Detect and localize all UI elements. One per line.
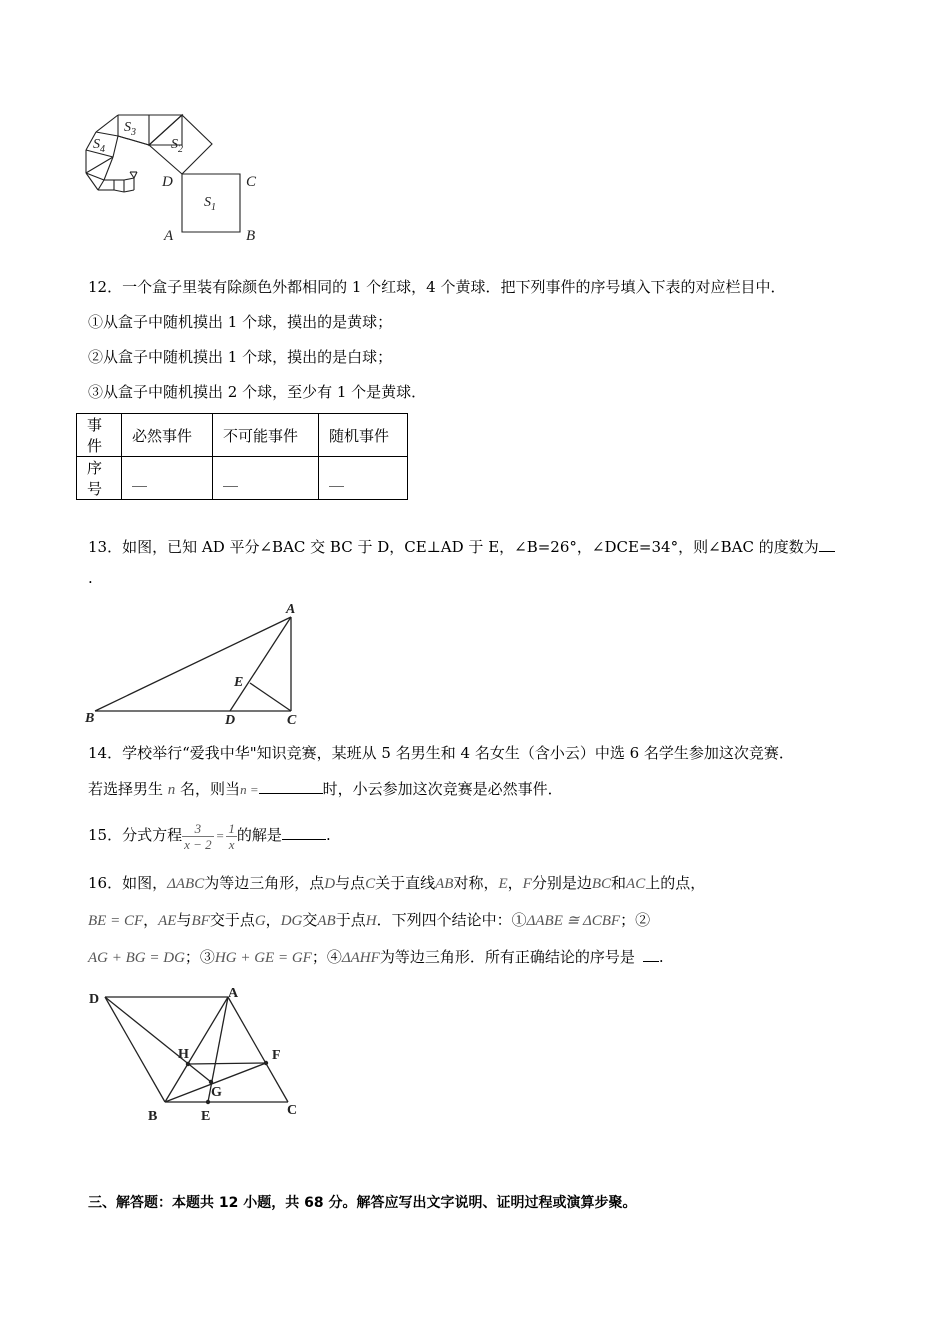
- answer-blank[interactable]: [643, 947, 659, 962]
- answer-blank[interactable]: __: [122, 457, 213, 500]
- table-row-label: 序号: [77, 457, 122, 500]
- point-b-label: B: [246, 228, 256, 244]
- q13-end: .: [88, 569, 93, 587]
- section-3-title: 三、解答题：本题共 12 小题，共 68 分。解答应写出文字说明、证明过程或演算步聚。: [88, 1195, 637, 1211]
- spiral-squares-figure: [78, 110, 278, 245]
- s2-label: $S_2$: [171, 137, 183, 155]
- s3-label: $S_3$: [124, 120, 136, 138]
- answer-blank[interactable]: __: [213, 457, 319, 500]
- point-a-label: A: [164, 228, 174, 244]
- table-header-cell: 随机事件: [319, 414, 408, 457]
- point-d-label: D: [162, 174, 173, 190]
- point-b-label: B: [85, 711, 95, 726]
- q14-line-2: [88, 779, 563, 800]
- point-a-label: A: [286, 602, 296, 617]
- q14-line-1: 14．学校举行“爱我中华"知识竞赛，某班从 5 名男生和 4 名女生（含小云）中选 6 名学生参加这次竞赛．: [88, 744, 794, 762]
- q13-text: 13．如图，已知 AD 平分∠BAC 交 BC 于 D，CE⊥AD 于 E，∠B=26°，∠DCE=34°，则∠BAC 的度数为: [88, 538, 819, 556]
- var-n: n: [167, 782, 176, 798]
- table-header-cell: 事件: [77, 414, 122, 457]
- answer-blank[interactable]: [259, 779, 323, 794]
- point-c-label: C: [287, 1103, 298, 1118]
- table-row: [77, 414, 408, 457]
- q16-line-3: AG + BG = DG；③HG + GE = GF；④ΔAHF为等边三角形．所有正确结论的序号是 .: [88, 948, 664, 966]
- point-a-label: A: [228, 986, 239, 1001]
- point-e-label: E: [201, 1109, 211, 1124]
- q12-item-3: ③从盒子中随机摸出 2 个球，至少有 1 个是黄球．: [88, 383, 427, 401]
- answer-blank[interactable]: [282, 825, 326, 840]
- table-header-cell: 必然事件: [122, 414, 213, 457]
- point-d-label: D: [225, 713, 236, 728]
- answer-blank[interactable]: [819, 537, 835, 552]
- q12-stem: 12．一个盒子里装有除颜色外都相同的 1 个红球，4 个黄球．把下列事件的序号填入下表的对应栏目中．: [88, 278, 786, 296]
- table-row: [77, 457, 408, 500]
- q12-item-1: ①从盒子中随机摸出 1 个球，摸出的是黄球；: [88, 313, 393, 331]
- s4-label: $S_4$: [93, 137, 105, 155]
- q14-text: 时，小云参加这次竞赛是必然事件．: [322, 780, 563, 798]
- point-b-label: B: [148, 1109, 158, 1124]
- point-g-label: G: [211, 1085, 222, 1100]
- q12-event-table: [76, 413, 408, 500]
- equals-sign: =: [215, 828, 225, 843]
- q16-rhombus-figure: [82, 983, 312, 1128]
- point-h-label: H: [178, 1047, 189, 1062]
- q15-text: 的解是: [236, 826, 282, 844]
- q16-line-2: BE = CF，AE与BF交于点G，DG交AB于点H．下列四个结论中：①ΔABE ≅ ΔCBF；②: [88, 911, 651, 929]
- point-c-label: C: [246, 174, 257, 190]
- table-header-cell: 不可能事件: [213, 414, 319, 457]
- q14-text: 若选择男生: [88, 780, 168, 798]
- q13-stem: [88, 537, 835, 557]
- q15-line: [88, 817, 331, 854]
- q14-text: 名，则当: [175, 780, 241, 798]
- q15-end: .: [325, 826, 331, 844]
- fraction-left: $\frac{3}{x - 2}$: [184, 820, 212, 852]
- point-f-label: F: [272, 1048, 281, 1063]
- point-e-label: E: [234, 675, 244, 690]
- point-d-label: D: [89, 992, 100, 1007]
- point-c-label: C: [287, 713, 297, 728]
- answer-blank[interactable]: __: [319, 457, 408, 500]
- fraction-right: $\frac{1}{x}$: [228, 820, 235, 852]
- q16-line-1: 16．如图，ΔABC为等边三角形，点D与点C关于直线AB对称，E，F分别是边BC和AC上的点，: [88, 874, 706, 892]
- q12-item-2: ②从盒子中随机摸出 1 个球，摸出的是白球；: [88, 348, 393, 366]
- q15-text: 15．分式方程: [88, 826, 183, 844]
- var-n-eq: n =: [240, 782, 259, 797]
- s1-label: $S_1$: [204, 195, 216, 213]
- q13-triangle-figure: [80, 598, 310, 728]
